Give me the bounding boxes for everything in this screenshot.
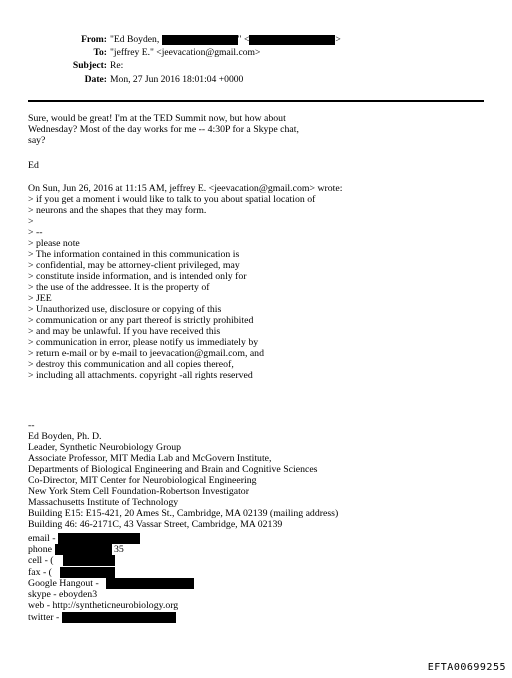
body-line: > constitute inside information, and is intended only for [28,271,247,282]
signature-line: Departments of Biological Engineering and Brain and Cognitive Sciences [28,464,318,475]
body-line: > the use of the addressee. It is the property of [28,282,210,293]
body-line: > JEE [28,293,52,304]
body-line: On Sun, Jun 26, 2016 at 11:15 AM, jeffrey E. <jeevacation@gmail.com> wrote: [28,183,343,194]
signature-cell-label: cell - ( [28,555,54,566]
redaction-block [162,35,238,45]
body-line: > communication or any part thereof is strictly prohibited [28,315,254,326]
header-divider [28,100,484,102]
from-label: From: [81,34,107,45]
signature-fax-label: fax - ( [28,567,52,578]
subject-label: Subject: [72,60,107,71]
redaction-block [55,544,112,555]
signature-phone-label: phone [28,544,52,555]
date-value: Mon, 27 Jun 2016 18:01:04 +0000 [110,74,244,85]
body-line: > including all attachments. copyright -all rights reserved [28,370,253,381]
body-line: > [28,216,34,227]
document-id: EFTA00699255 [427,662,506,673]
signature-line: Building E15: E15-421, 20 Ames St., Cambridge, MA 02139 (mailing address) [28,508,339,519]
redaction-block [249,35,335,45]
signature-line: Co-Director, MIT Center for Neurobiological Engineering [28,475,257,486]
signature-web: web - http://syntheticneurobiology.org [28,600,179,611]
body-line: Sure, would be great! I'm at the TED Summit now, but how about [28,113,286,124]
body-line: > confidential, may be attorney-client privileged, may [28,260,240,271]
body-line: > return e-mail or by e-mail to jeevacation@gmail.com, and [28,348,264,359]
body-line: > The information contained in this communication is [28,249,240,260]
to-value: "jeffrey E." <jeevacation@gmail.com> [110,47,261,58]
signature-line: New York Stem Cell Foundation-Robertson Investigator [28,486,249,497]
signature-hangout-label: Google Hangout - [28,578,99,589]
redaction-block [60,567,115,578]
subject-value: Re: [110,60,124,71]
body-line: > neurons and the shapes that they may form. [28,205,207,216]
body-line: say? [28,135,46,146]
body-line: > communication in error, please notify us immediately by [28,337,259,348]
body-line: > -- [28,227,43,238]
body-line: > Unauthorized use, disclosure or copying of this [28,304,222,315]
signature-name: Ed Boyden, Ph. D. [28,431,102,442]
body-line: > if you get a moment i would like to talk to you about spatial location of [28,194,316,205]
body-line: > and may be unlawful. If you have received this [28,326,221,337]
signature-line: Leader, Synthetic Neurobiology Group [28,442,182,453]
signature-line: Massachusetts Institute of Technology [28,497,179,508]
signature-line: Associate Professor, MIT Media Lab and McGovern Institute, [28,453,272,464]
signature-line: Building 46: 46-2171C, 43 Vassar Street, Cambridge, MA 02139 [28,519,283,530]
body-line: Wednesday? Most of the day works for me -- 4:30P for a Skype chat, [28,124,299,135]
redaction-block [106,578,194,589]
redaction-block [63,555,115,566]
signature-twitter-label: twitter - [28,612,60,623]
signature-phone-tail: 35 [114,544,124,555]
signature-email-label: email - [28,533,56,544]
redaction-block [62,612,176,623]
date-label: Date: [84,74,107,85]
redaction-block [58,533,140,544]
body-line: > please note [28,238,80,249]
to-label: To: [93,47,107,58]
from-value: "Ed Boyden, " < > [110,34,341,45]
signature-separator: -- [28,420,35,431]
body-line: > destroy this communication and all copies thereof, [28,359,234,370]
body-line: Ed [28,160,39,171]
signature-skype: skype - eboyden3 [28,589,98,600]
